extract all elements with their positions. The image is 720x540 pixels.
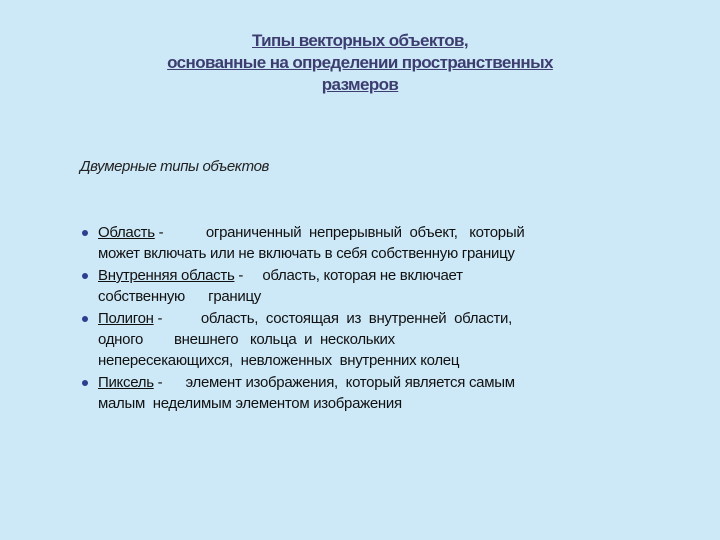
definition-text: - область, которая не включает (234, 267, 463, 284)
definition-term: Пиксель (98, 374, 154, 391)
section-subtitle: Двумерные типы объектов (80, 158, 269, 175)
title-line-2: основанные на определении пространственных (167, 53, 553, 72)
slide-title (60, 30, 660, 96)
bullet-icon (82, 273, 88, 279)
definition-line (98, 372, 640, 393)
definition-item-area (80, 222, 640, 264)
definition-text: может включать или не включать в себя собственную границу (98, 245, 515, 262)
definition-item-polygon (80, 308, 640, 371)
bullet-icon (82, 230, 88, 236)
definition-term: Внутренняя область (98, 267, 235, 284)
definition-text: - элемент изображения, который является самым (153, 374, 515, 391)
definition-text: - ограниченный непрерывный объект, который (154, 224, 525, 241)
definitions-list (80, 222, 640, 415)
definition-term: Полигон (98, 310, 154, 327)
definition-text: малым неделимым элементом изображения (98, 395, 402, 412)
definition-text: одного внешнего кольца и нескольких (98, 331, 395, 348)
bullet-icon (82, 380, 88, 386)
title-line-3: размеров (321, 75, 399, 94)
title-line-1: Типы векторных объектов, (252, 31, 468, 50)
bullet-icon (82, 316, 88, 322)
definition-line (98, 265, 640, 286)
definition-line (98, 222, 640, 243)
definition-item-interior-area (80, 265, 640, 307)
definition-line (98, 308, 640, 329)
definition-text: собственную границу (98, 288, 261, 305)
definition-item-pixel (80, 372, 640, 414)
definition-text: - область, состоящая из внутренней области, (153, 310, 512, 327)
definition-text: непересекающихся, невложенных внутренних колец (98, 352, 460, 369)
definition-term: Область (98, 224, 155, 241)
